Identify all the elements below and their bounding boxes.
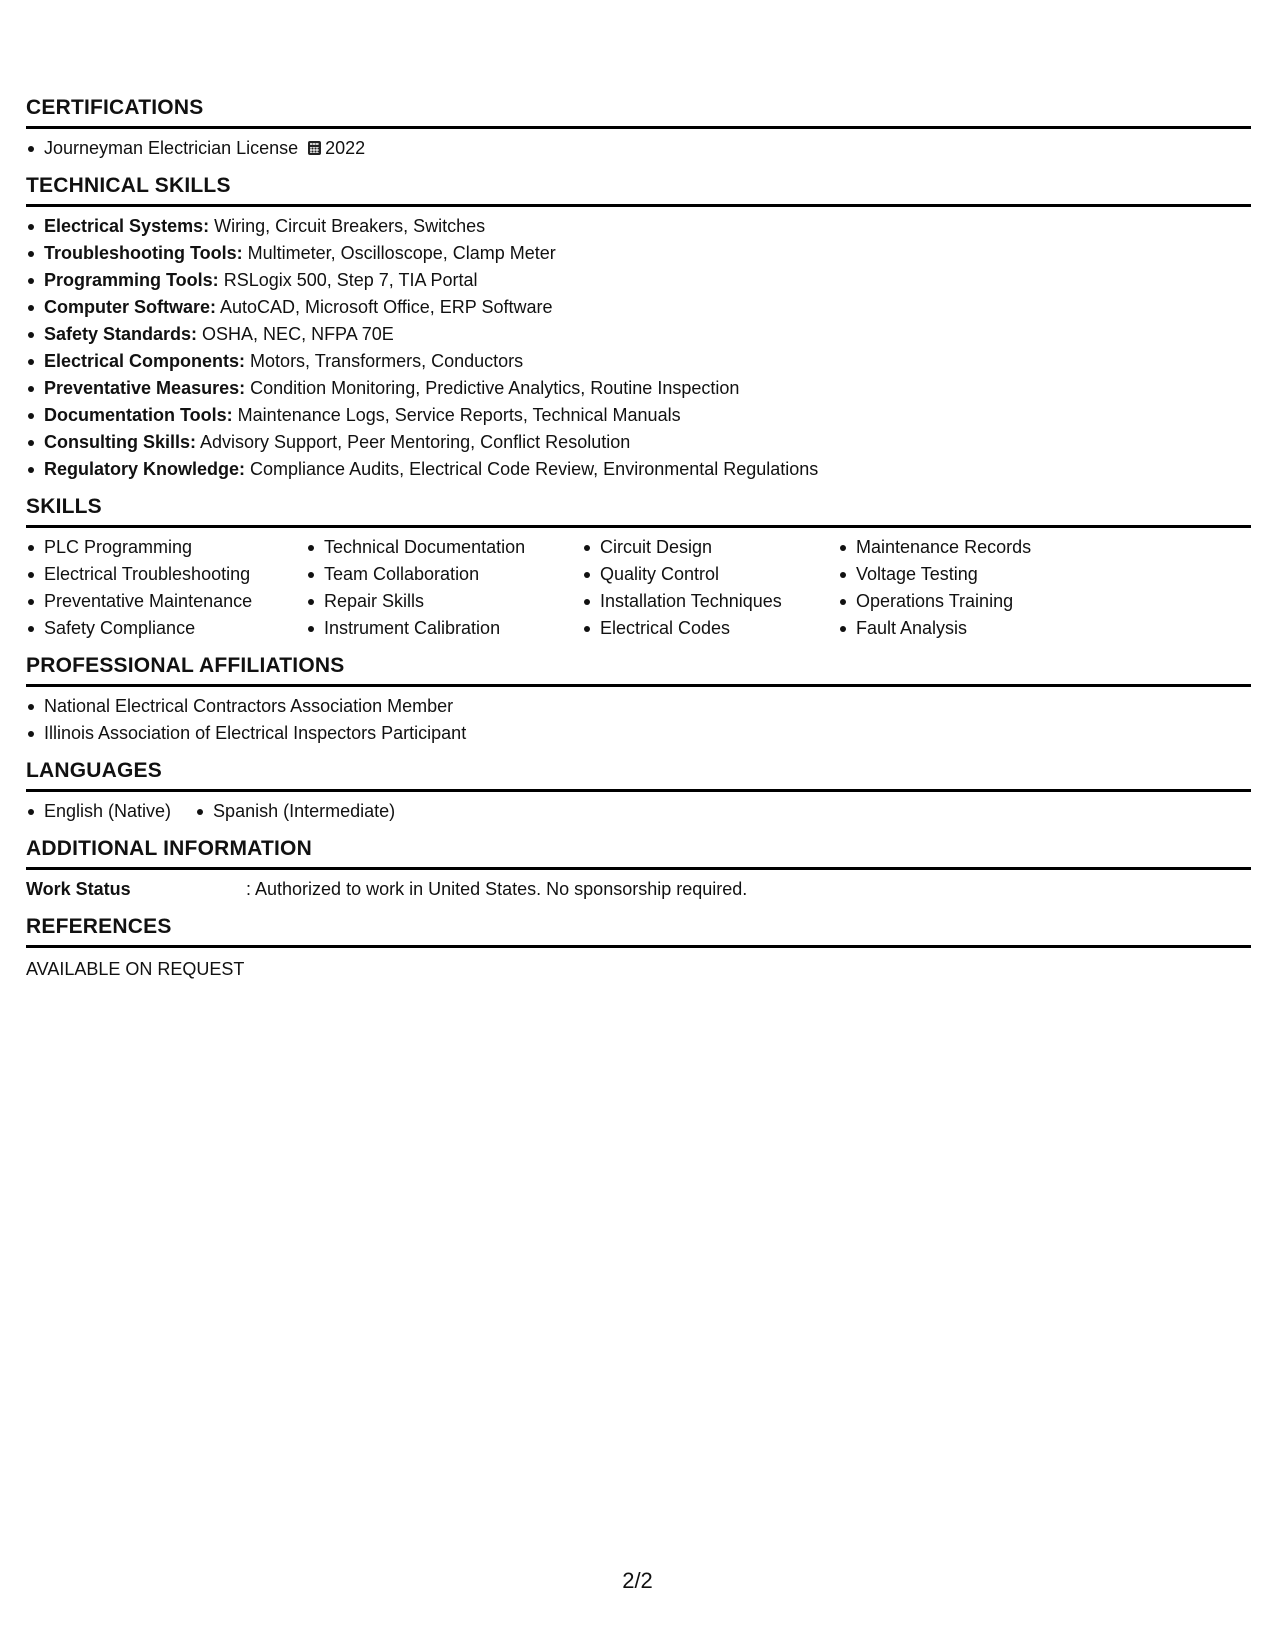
language-item: English (Native) bbox=[44, 798, 171, 825]
calendar-icon bbox=[308, 141, 321, 155]
additional-info-section bbox=[26, 837, 1251, 903]
affiliations-heading: PROFESSIONAL AFFILIATIONS bbox=[26, 654, 1251, 687]
skill-item: Instrument Calibration bbox=[324, 615, 582, 642]
technical-skill-label: Regulatory Knowledge: bbox=[44, 459, 246, 479]
certification-name: Journeyman Electrician License bbox=[44, 138, 299, 158]
technical-skill-value: RSLogix 500, Step 7, TIA Portal bbox=[218, 270, 478, 290]
skill-item: Safety Compliance bbox=[44, 615, 306, 642]
technical-skill-label: Preventative Measures: bbox=[44, 378, 246, 398]
languages-heading: LANGUAGES bbox=[26, 759, 1251, 792]
technical-skill-value: OSHA, NEC, NFPA 70E bbox=[197, 324, 394, 344]
technical-skill-label: Safety Standards: bbox=[44, 324, 198, 344]
technical-skill-label: Computer Software: bbox=[44, 297, 217, 317]
skill-item: Voltage Testing bbox=[856, 561, 1116, 588]
skill-item: Preventative Maintenance bbox=[44, 588, 306, 615]
skill-item: PLC Programming bbox=[44, 534, 306, 561]
skill-item: Quality Control bbox=[600, 561, 838, 588]
skill-item: Repair Skills bbox=[324, 588, 582, 615]
technical-skill-item bbox=[44, 321, 1251, 348]
work-status-row bbox=[26, 876, 1251, 903]
technical-skill-label: Troubleshooting Tools: bbox=[44, 243, 243, 263]
certification-item bbox=[44, 135, 1251, 162]
work-status-label: Work Status bbox=[26, 879, 131, 899]
technical-skill-value: Multimeter, Oscilloscope, Clamp Meter bbox=[242, 243, 556, 263]
certifications-list bbox=[26, 135, 1251, 162]
technical-skills-heading: TECHNICAL SKILLS bbox=[26, 174, 1251, 207]
skills-section bbox=[26, 495, 1251, 642]
certifications-heading: CERTIFICATIONS bbox=[26, 96, 1251, 129]
technical-skill-item bbox=[44, 294, 1251, 321]
affiliation-item: Illinois Association of Electrical Inspectors Participant bbox=[44, 720, 1251, 747]
technical-skill-item bbox=[44, 348, 1251, 375]
skills-heading: SKILLS bbox=[26, 495, 1251, 528]
technical-skills-section bbox=[26, 174, 1251, 483]
references-section bbox=[26, 915, 1251, 983]
skills-grid bbox=[26, 534, 1251, 642]
affiliations-list bbox=[26, 693, 1251, 747]
technical-skill-label: Electrical Components: bbox=[44, 351, 246, 371]
skill-item: Installation Techniques bbox=[600, 588, 838, 615]
affiliation-item: National Electrical Contractors Association Member bbox=[44, 693, 1251, 720]
page-number: 2/2 bbox=[622, 1568, 653, 1593]
certification-year: 2022 bbox=[325, 138, 366, 158]
technical-skill-item bbox=[44, 402, 1251, 429]
skill-item: Operations Training bbox=[856, 588, 1116, 615]
technical-skill-item bbox=[44, 267, 1251, 294]
languages-section bbox=[26, 759, 1251, 825]
technical-skill-value: Wiring, Circuit Breakers, Switches bbox=[209, 216, 486, 236]
skill-item: Electrical Troubleshooting bbox=[44, 561, 306, 588]
technical-skill-value: Maintenance Logs, Service Reports, Technical Manuals bbox=[232, 405, 681, 425]
technical-skill-item bbox=[44, 375, 1251, 402]
references-text: AVAILABLE ON REQUEST bbox=[26, 959, 245, 979]
skill-item: Maintenance Records bbox=[856, 534, 1116, 561]
additional-info-heading: ADDITIONAL INFORMATION bbox=[26, 837, 1251, 870]
skills-column-1 bbox=[26, 534, 306, 642]
skill-item: Technical Documentation bbox=[324, 534, 582, 561]
skills-column-4 bbox=[838, 534, 1116, 642]
technical-skill-item bbox=[44, 429, 1251, 456]
technical-skill-item bbox=[44, 456, 1251, 483]
technical-skill-value: Condition Monitoring, Predictive Analytics, Routine Inspection bbox=[245, 378, 740, 398]
resume-page bbox=[26, 96, 1251, 995]
skills-column-3 bbox=[582, 534, 838, 642]
technical-skill-value: AutoCAD, Microsoft Office, ERP Software bbox=[216, 297, 553, 317]
technical-skill-value: Advisory Support, Peer Mentoring, Conflict Resolution bbox=[196, 432, 631, 452]
technical-skill-item bbox=[44, 213, 1251, 240]
technical-skill-label: Electrical Systems: bbox=[44, 216, 210, 236]
skill-item: Team Collaboration bbox=[324, 561, 582, 588]
skill-item: Electrical Codes bbox=[600, 615, 838, 642]
certifications-section bbox=[26, 96, 1251, 162]
work-status-value: : Authorized to work in United States. No sponsorship required. bbox=[246, 879, 748, 899]
skills-column-2 bbox=[306, 534, 582, 642]
technical-skill-label: Documentation Tools: bbox=[44, 405, 233, 425]
languages-list bbox=[26, 798, 1251, 825]
technical-skill-label: Programming Tools: bbox=[44, 270, 219, 290]
technical-skills-list bbox=[26, 213, 1251, 483]
affiliations-section bbox=[26, 654, 1251, 747]
skill-item: Circuit Design bbox=[600, 534, 838, 561]
language-item: Spanish (Intermediate) bbox=[213, 798, 395, 825]
references-heading: REFERENCES bbox=[26, 915, 1251, 948]
technical-skill-value: Compliance Audits, Electrical Code Review, Environmental Regulations bbox=[245, 459, 819, 479]
skill-item: Fault Analysis bbox=[856, 615, 1116, 642]
technical-skill-label: Consulting Skills: bbox=[44, 432, 197, 452]
technical-skill-item bbox=[44, 240, 1251, 267]
technical-skill-value: Motors, Transformers, Conductors bbox=[245, 351, 524, 371]
